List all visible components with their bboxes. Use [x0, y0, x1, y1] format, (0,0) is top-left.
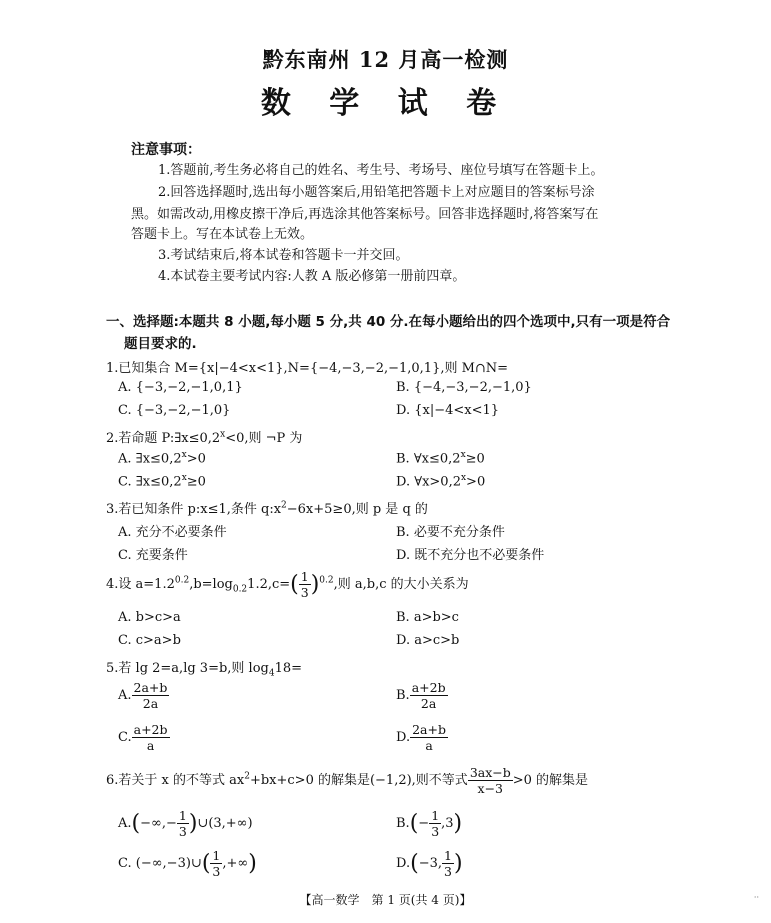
question-2-stem: 2.若命题 $P:\exists x\le 0,2^x<0$,则 ¬P 为 [106, 429, 303, 446]
q1-option-d: D. {x|−4<x<1} [396, 403, 500, 418]
notice-item: 2.回答选择题时,选出每小题答案后,用铅笔把答题卡上对应题目的答案标号涂 [158, 185, 595, 200]
fraction: $\frac{1}{3}$ [178, 808, 187, 839]
notice-item: 黑。如需改动,用橡皮擦干净后,再选涂其他答案标号。回答非选择题时,将答案写在 [131, 207, 599, 222]
fraction: $\frac{a+2b}{2a}$ [411, 680, 446, 711]
q4-option-c: C. c>a>b [118, 633, 181, 648]
notice-item: 4.本试卷主要考试内容:人教 A 版必修第一册前四章。 [158, 269, 466, 284]
question-3-stem: 3.若已知条件 p:x≤1,条件 $q:x^2-6x+5\ge 0$,则 p 是 q 的 [106, 500, 428, 517]
page-footer: 【高一数学 第 1 页(共 4 页)】 [299, 893, 472, 907]
q3-option-d: D. 既不充分也不必要条件 [396, 548, 545, 563]
q5-option-d: D. $\frac{2a+b}{a}$ [396, 722, 446, 753]
corner-mark: ·· [753, 893, 759, 902]
q4-option-a: A. b>c>a [118, 610, 181, 625]
q4-option-d: D. a>c>b [396, 633, 460, 648]
fraction: $\frac{2a+b}{a}$ [412, 722, 446, 753]
q2-option-a: A. $\exists x\le 0,2^x>0$ [118, 450, 206, 467]
fraction: $\frac{1}{3}$ [431, 808, 440, 839]
q6-option-b: B.(− $\frac{1}{3}$ ,3) [396, 808, 463, 839]
question-6-stem: 6.若关于 x 的不等式 $ax^2+bx+c>0$ 的解集是(−1,2),则不等式 $\frac{3ax-b}{x-3}$ >0 的解集是 [106, 765, 589, 796]
q2-option-d: D. $\forall x>0,2^x>0$ [396, 473, 486, 490]
q2-option-c: C. $\exists x\le 0,2^x\ge 0$ [118, 473, 206, 490]
q5-option-b: B. $\frac{a+2b}{2a}$ [396, 680, 446, 711]
q3-option-c: C. 充要条件 [118, 548, 188, 563]
q2-option-b: B. $\forall x\le 0,2^x\ge 0$ [396, 450, 485, 467]
q1-option-a: A. {−3,−2,−1,0,1} [118, 380, 243, 395]
fraction: $\frac{2a+b}{2a}$ [133, 680, 168, 711]
notice-item: 答题卡上。写在本试卷上无效。 [131, 227, 314, 242]
q6-option-a: A.(−∞,− $\frac{1}{3}$ )∪(3,+∞) [118, 808, 253, 839]
section-heading-cont: 题目要求的. [124, 336, 197, 352]
exam-subtitle: 数 学 试 卷 [260, 86, 511, 121]
fraction: $\frac{1}{3}$ [443, 848, 452, 879]
fraction: $\frac{1}{3}$ [300, 569, 309, 600]
question-4-stem: 4.设 $a=1.2^{0.2},b=\log_{0.2}1.2,c=$( $\frac{1}{3}$ )$^{0.2}$,则 a,b,c 的大小关系为 [106, 569, 469, 600]
exam-title: 黔东南州 12 月高一检测 [262, 47, 509, 72]
section-heading: 一、选择题:本题共 8 小题,每小题 5 分,共 40 分.在每小题给出的四个选项中,只有一项是符合 [106, 314, 671, 330]
notice-item: 1.答题前,考生务必将自己的姓名、考生号、考场号、座位号填写在答题卡上。 [158, 163, 604, 178]
q6-option-d: D.(−3, $\frac{1}{3}$ ) [396, 848, 463, 879]
q4-option-b: B. a>b>c [396, 610, 459, 625]
q6-option-c: C. (−∞,−3)∪( $\frac{1}{3}$ ,+∞) [118, 848, 257, 879]
notice-item: 3.考试结束后,将本试卷和答题卡一并交回。 [158, 248, 409, 263]
question-5-stem: 5.若 lg 2=a,lg 3=b,则 $\log_418=$ [106, 661, 303, 679]
fraction: $\frac{a+2b}{a}$ [133, 722, 168, 753]
fraction: $\frac{1}{3}$ [212, 848, 221, 879]
q3-option-a: A. 充分不必要条件 [118, 525, 227, 540]
notice-heading: 注意事项： [131, 142, 201, 158]
fraction: $\frac{3ax-b}{x-3}$ [469, 765, 511, 796]
q5-option-a: A. $\frac{2a+b}{2a}$ [118, 680, 168, 711]
q3-option-b: B. 必要不充分条件 [396, 525, 505, 540]
q1-option-b: B. {−4,−3,−2,−1,0} [396, 380, 532, 395]
q1-option-c: C. {−3,−2,−1,0} [118, 403, 231, 418]
question-1-stem: 1.已知集合 M={x|−4<x<1},N={−4,−3,−2,−1,0,1},则 M∩N= [106, 361, 509, 376]
q5-option-c: C. $\frac{a+2b}{a}$ [118, 722, 168, 753]
